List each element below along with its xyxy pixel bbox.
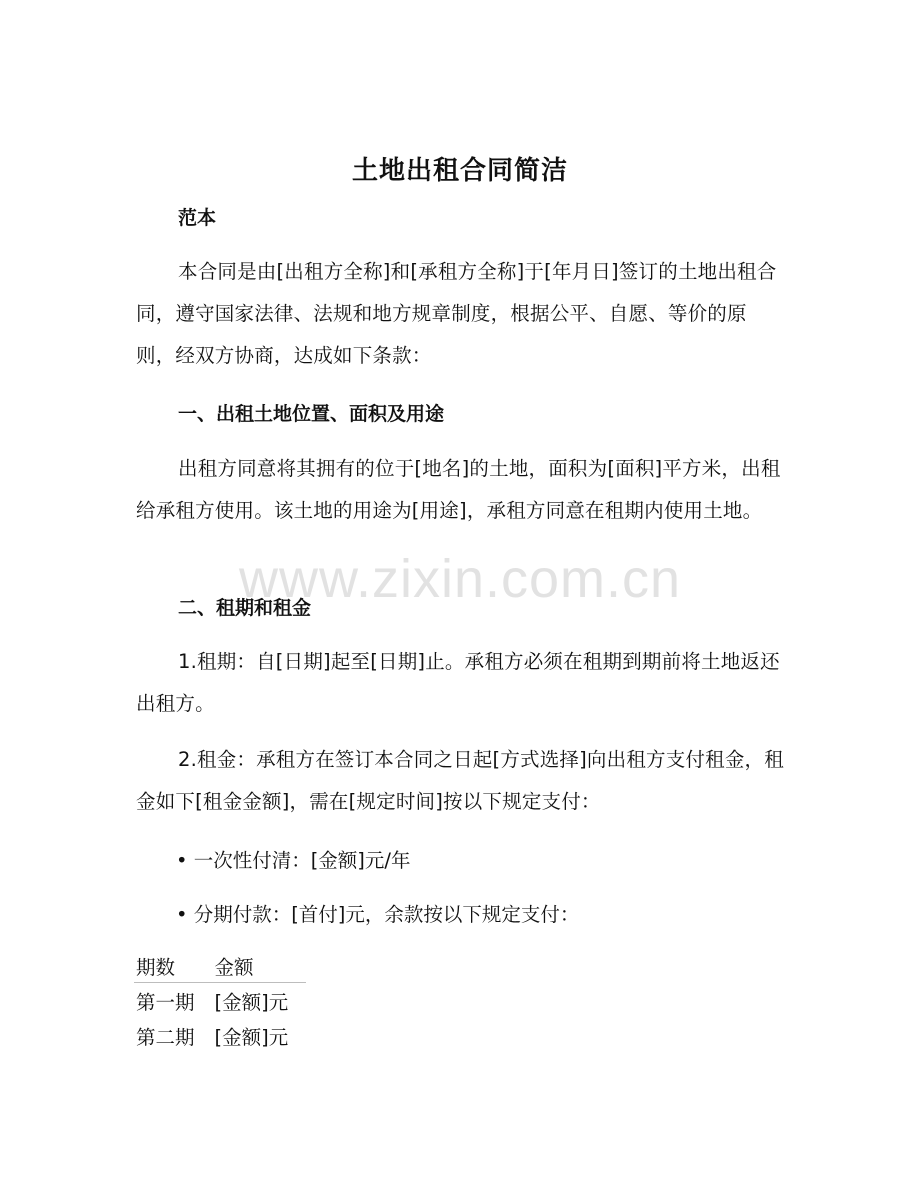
rent-amount-paragraph: 2.租金：承租方在签订本合同之日起[方式选择]向出租方支付租金，租金如下[租金金额]，需在[规定时间]按以下规定支付： xyxy=(136,748,784,813)
document-title: 土地出租合同简洁 xyxy=(351,156,568,186)
table-row xyxy=(134,983,306,1019)
section1-body: 出租方同意将其拥有的位于[地名]的土地，面积为[面积]平方米，出租给承租方使用。该土地的用途为[用途]，承租方同意在租期内使用土地。 xyxy=(136,457,781,522)
section2-heading: 二、租期和租金 xyxy=(178,597,312,619)
bullet-installment: • 分期付款：[首付]元，余款按以下规定支付： xyxy=(176,903,580,926)
table-header-amount: 金额 xyxy=(213,950,307,983)
table-cell-period: 第一期 xyxy=(136,990,195,1014)
table-header-period: 期数 xyxy=(134,950,213,983)
rent-term-paragraph: 1.租期：自[日期]起至[日期]止。承租方必须在租期到期前将土地返还出租方。 xyxy=(136,650,780,715)
section1-heading: 一、出租土地位置、面积及用途 xyxy=(178,403,445,425)
table-cell-amount: [金额]元 xyxy=(214,1025,289,1049)
table-row xyxy=(134,1018,306,1053)
table-cell-period: 第二期 xyxy=(136,1025,195,1049)
table-cell-amount: [金额]元 xyxy=(214,990,289,1014)
intro-paragraph: 本合同是由[出租方全称]和[承租方全称]于[年月日]签订的土地出租合同，遵守国家法律、法规和地方规章制度，根据公平、自愿、等价的原则，经双方协商，达成如下条款： xyxy=(136,260,777,367)
document-subtitle: 范本 xyxy=(178,207,217,229)
payment-table xyxy=(134,950,306,1053)
watermark: www.zixin.com.cn xyxy=(238,549,682,609)
bullet-lump-sum: • 一次性付清：[金额]元/年 xyxy=(176,849,411,872)
table-header-row xyxy=(134,950,306,983)
